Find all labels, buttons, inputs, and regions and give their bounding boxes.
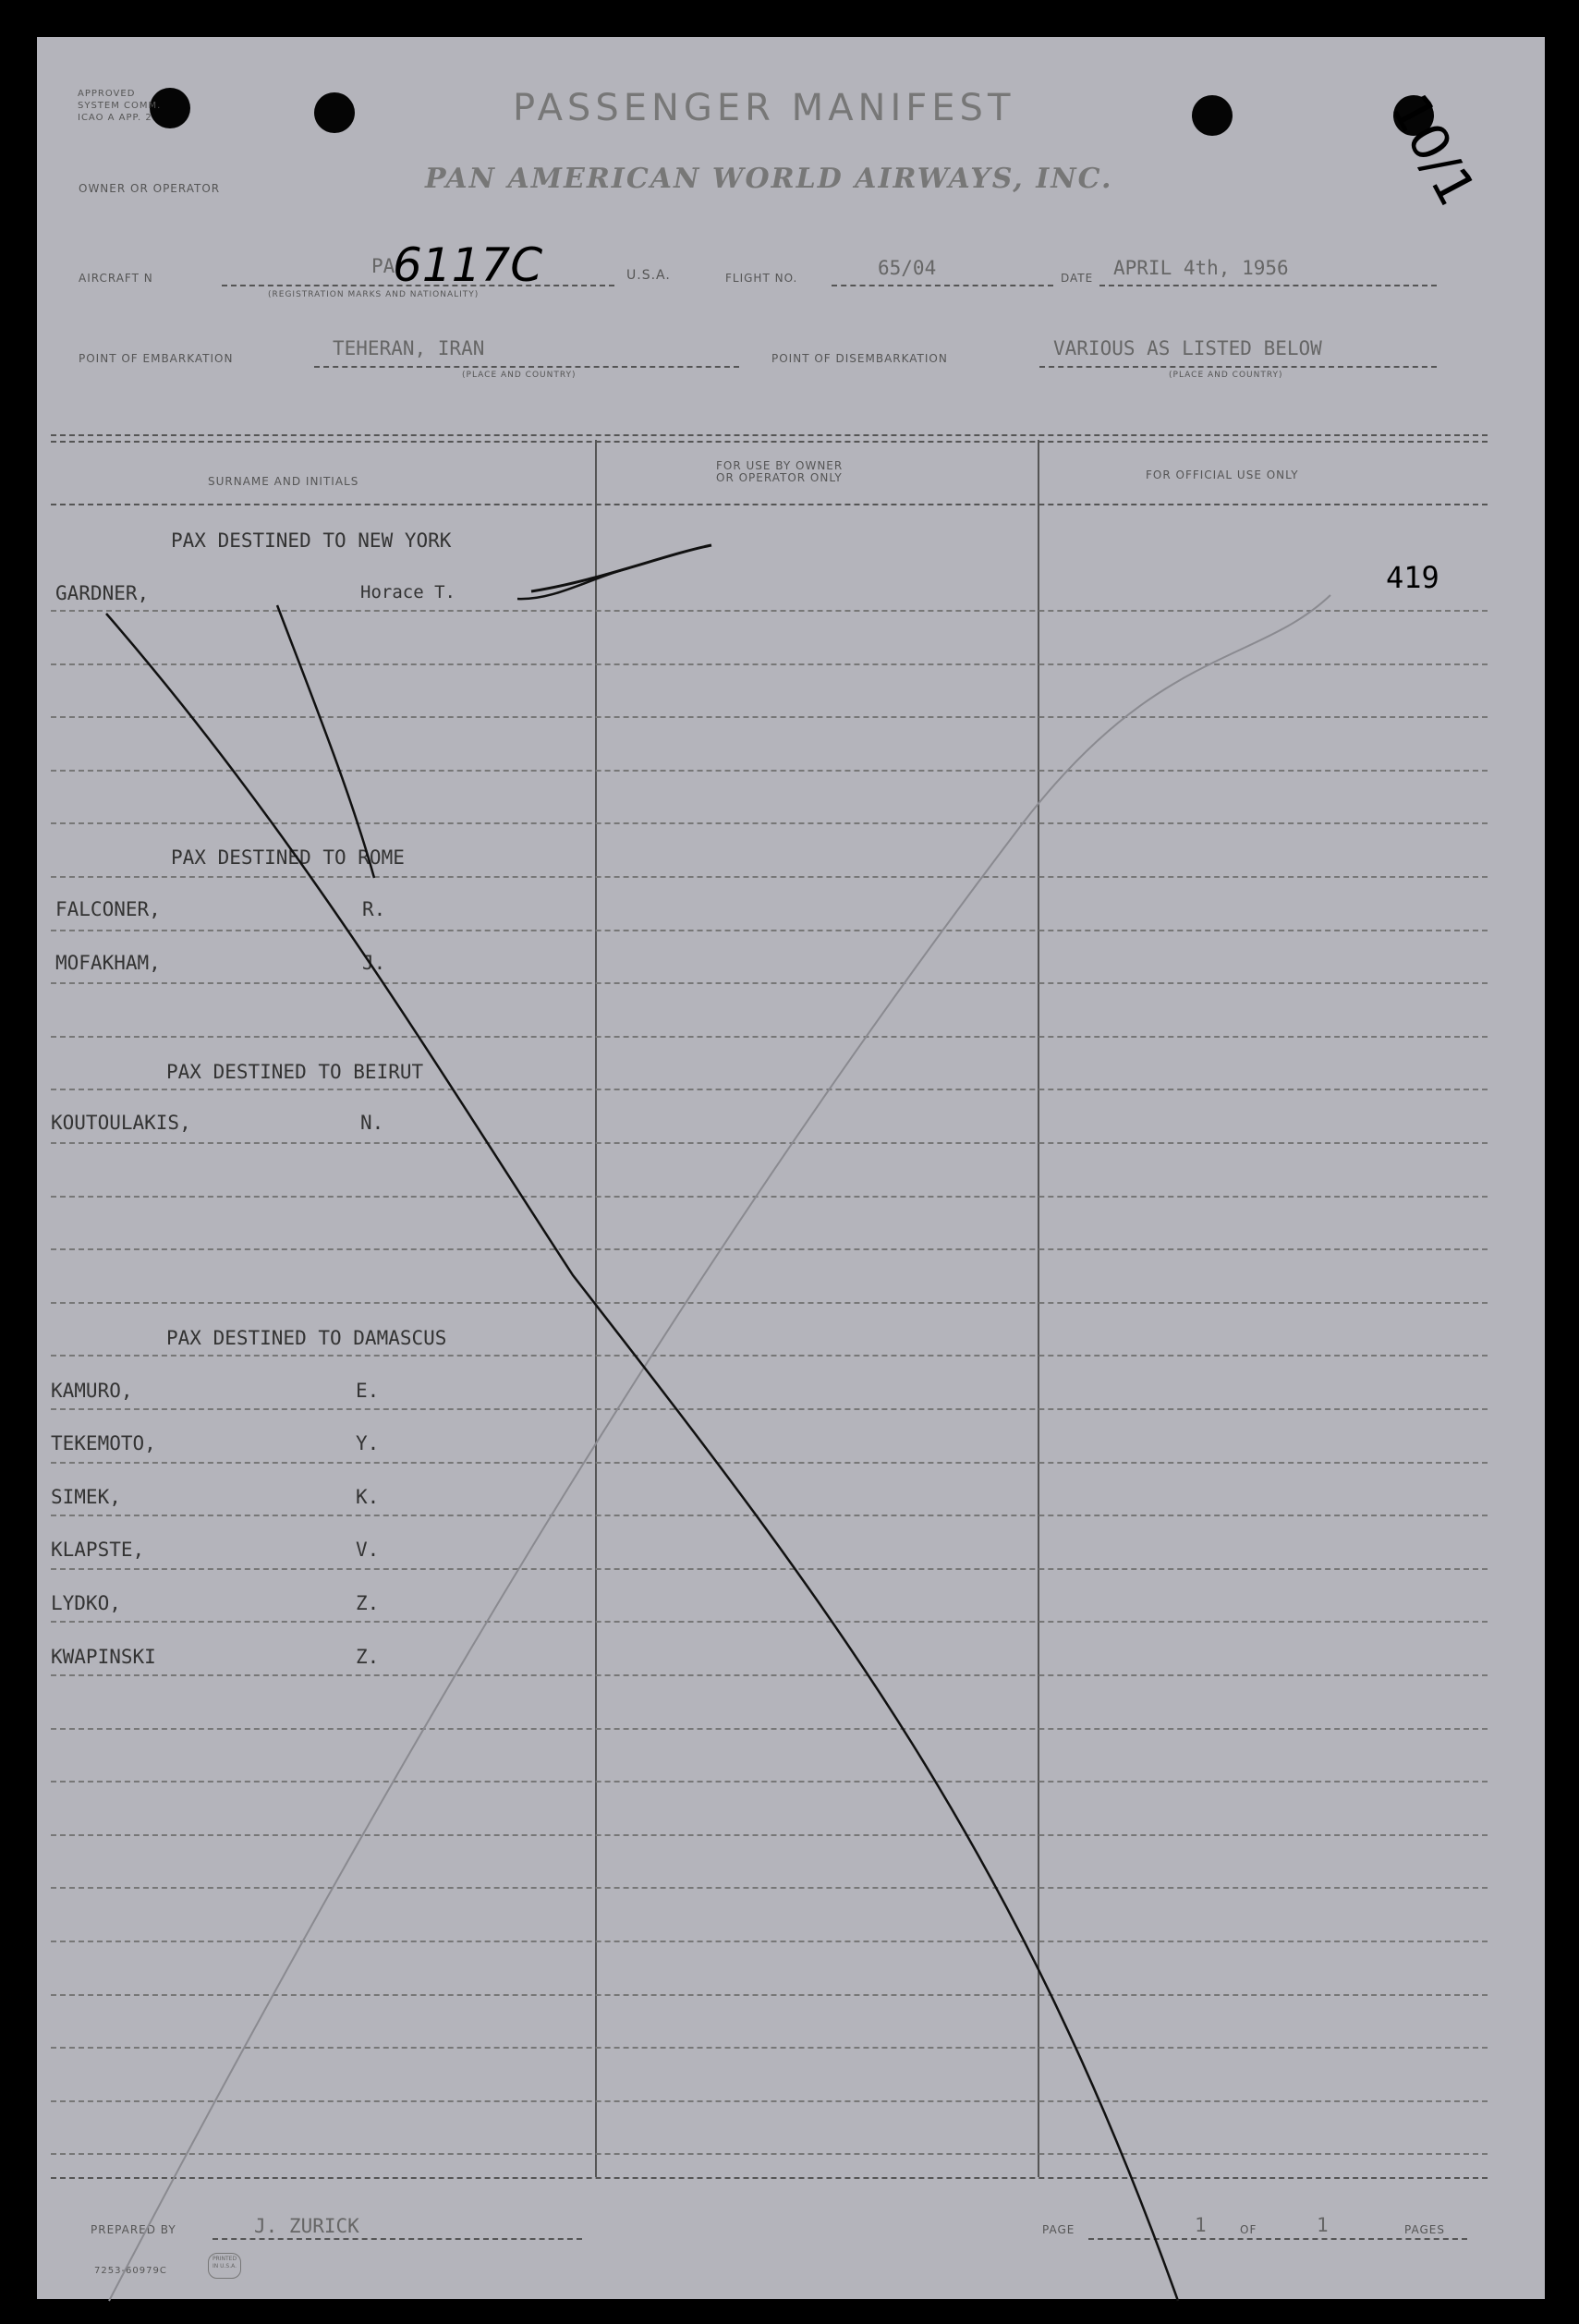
flight-value: 65/04 — [878, 257, 937, 279]
row-line — [51, 1674, 1488, 1676]
passenger-surname: TEKEMOTO, — [51, 1432, 156, 1454]
row-line — [51, 1196, 1488, 1198]
page-label: PAGE — [1042, 2223, 1075, 2236]
official-number: 419 — [1386, 560, 1439, 595]
row-line — [51, 2100, 1488, 2102]
passenger-surname: KLAPSTE, — [51, 1539, 145, 1561]
embark-label: POINT OF EMBARKATION — [79, 352, 234, 365]
passenger-initials: Y. — [356, 1432, 380, 1454]
row-line — [51, 1781, 1488, 1783]
row-line — [51, 1355, 1488, 1357]
form-title: PASSENGER MANIFEST — [513, 87, 1015, 129]
row-line — [51, 716, 1488, 718]
row-line — [51, 2153, 1488, 2155]
row-line — [51, 1568, 1488, 1570]
flight-label: FLIGHT NO. — [725, 272, 798, 285]
registration-caption: (REGISTRATION MARKS AND NATIONALITY) — [268, 290, 480, 299]
punch-hole — [314, 92, 355, 133]
passenger-initials: Horace T. — [360, 582, 455, 602]
passenger-initials: R. — [362, 898, 386, 920]
col1-header: SURNAME AND INITIALS — [208, 475, 359, 488]
row-line — [51, 1621, 1488, 1623]
table-bottom-rule — [51, 2177, 1488, 2179]
of-label: OF — [1240, 2223, 1257, 2236]
date-underline — [1099, 285, 1437, 286]
row-line — [51, 876, 1488, 878]
flight-underline — [832, 285, 1053, 286]
row-line — [51, 1089, 1488, 1090]
passenger-initials: Z. — [356, 1592, 380, 1614]
row-line — [51, 1408, 1488, 1410]
manifest-sheet — [37, 37, 1545, 2299]
prepared-label: PREPARED BY — [91, 2223, 176, 2236]
group-heading: PAX DESTINED TO ROME — [171, 846, 405, 869]
row-line — [51, 1994, 1488, 1996]
row-line — [51, 1462, 1488, 1464]
passenger-surname: KWAPINSKI — [51, 1646, 156, 1668]
disembark-underline — [1039, 366, 1437, 368]
date-label: DATE — [1061, 272, 1094, 285]
embark-underline — [314, 366, 739, 368]
row-line — [51, 2047, 1488, 2049]
approval-line: ICAO A APP. 2 — [78, 113, 152, 123]
aircraft-handwritten: 6117C — [393, 238, 543, 292]
passenger-surname: FALCONER, — [55, 898, 161, 920]
passenger-initials: J. — [362, 952, 386, 974]
row-line — [51, 770, 1488, 772]
col2-header: OR OPERATOR ONLY — [716, 471, 843, 484]
passenger-initials: V. — [356, 1539, 380, 1561]
prepared-value: J. ZURICK — [254, 2215, 359, 2237]
page-value: 1 — [1195, 2214, 1207, 2236]
page-underline — [1088, 2238, 1467, 2240]
punch-hole — [1192, 95, 1233, 136]
row-line — [51, 1248, 1488, 1250]
passenger-initials: E. — [356, 1380, 380, 1402]
form-number: 7253-60979C — [94, 2266, 167, 2276]
disembark-value: VARIOUS AS LISTED BELOW — [1053, 337, 1322, 359]
row-line — [51, 1887, 1488, 1889]
passenger-initials: K. — [356, 1486, 380, 1508]
row-line — [51, 1302, 1488, 1304]
header-rule — [51, 504, 1488, 505]
row-line — [51, 982, 1488, 984]
usa-label: U.S.A. — [626, 268, 671, 283]
table-top-rule — [51, 441, 1488, 443]
table-top-rule — [51, 434, 1488, 436]
passenger-surname: MOFAKHAM, — [55, 952, 161, 974]
passenger-surname: KAMURO, — [51, 1380, 133, 1402]
row-line — [51, 1142, 1488, 1144]
row-line — [51, 930, 1488, 931]
stamp-text: PRINTED IN U.S.A. — [212, 2256, 237, 2269]
row-line — [51, 610, 1488, 612]
row-line — [51, 663, 1488, 665]
row-line — [51, 822, 1488, 824]
row-line — [51, 1036, 1488, 1038]
owner-value: PAN AMERICAN WORLD AIRWAYS, INC. — [425, 163, 1113, 195]
row-line — [51, 1941, 1488, 1942]
column-divider — [595, 440, 597, 2177]
passenger-surname: SIMEK, — [51, 1486, 121, 1508]
aircraft-value: PA — [371, 255, 395, 277]
col3-header: FOR OFFICIAL USE ONLY — [1146, 468, 1299, 481]
printed-stamp — [208, 2253, 241, 2279]
row-line — [51, 1728, 1488, 1730]
passenger-surname: LYDKO, — [51, 1592, 121, 1614]
corner-mark: 10/1 — [1379, 84, 1488, 216]
row-line — [51, 1834, 1488, 1836]
group-heading: PAX DESTINED TO NEW YORK — [171, 529, 452, 552]
col2-header: FOR USE BY OWNER — [716, 459, 844, 472]
approval-line: APPROVED — [78, 89, 136, 99]
date-value: APRIL 4th, 1956 — [1113, 257, 1289, 279]
passenger-surname: KOUTOULAKIS, — [51, 1112, 191, 1134]
passenger-initials: N. — [360, 1112, 384, 1134]
group-heading: PAX DESTINED TO BEIRUT — [166, 1061, 424, 1083]
aircraft-label: AIRCRAFT N — [79, 272, 153, 285]
disembark-label: POINT OF DISEMBARKATION — [771, 352, 948, 365]
row-line — [51, 1515, 1488, 1516]
group-heading: PAX DESTINED TO DAMASCUS — [166, 1327, 447, 1349]
passenger-surname: GARDNER, — [55, 582, 150, 604]
disembark-caption: (PLACE AND COUNTRY) — [1169, 371, 1283, 380]
prepared-underline — [213, 2238, 582, 2240]
pages-value: 1 — [1317, 2214, 1329, 2236]
passenger-initials: Z. — [356, 1646, 380, 1668]
approval-line: SYSTEM COMM. — [78, 101, 162, 111]
pages-label: PAGES — [1404, 2223, 1445, 2236]
embark-value: TEHERAN, IRAN — [333, 337, 485, 359]
owner-label: OWNER OR OPERATOR — [79, 182, 221, 195]
embark-caption: (PLACE AND COUNTRY) — [462, 371, 577, 380]
column-divider — [1038, 440, 1039, 2177]
